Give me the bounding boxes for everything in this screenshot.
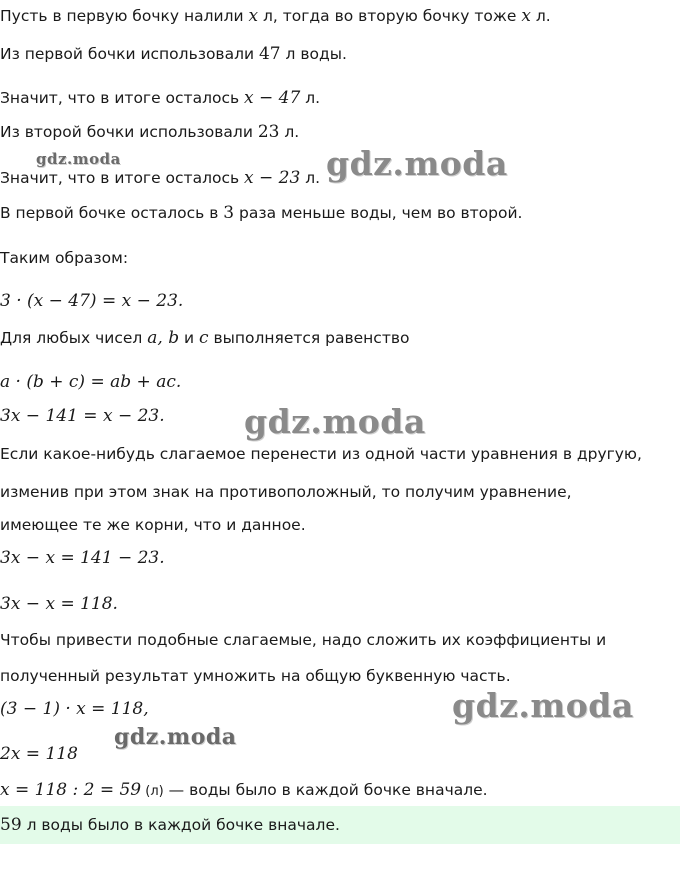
answer-line — [0, 813, 340, 837]
equation: a · (b + c) = ab + ac. — [0, 372, 182, 392]
text: л. — [300, 89, 321, 107]
line-4 — [0, 120, 299, 144]
line-15 — [0, 546, 165, 570]
equation: (3 − 1) · x = 118, — [0, 699, 149, 719]
text: раза меньше воды, чем во второй. — [234, 204, 523, 222]
equation: x = 118 : 2 = 59 — [0, 780, 142, 800]
text: л воды. — [280, 45, 347, 63]
text: Если какое-нибудь слагаемое перенести из одной части уравнения в другую, — [0, 445, 642, 463]
line-17 — [0, 628, 606, 652]
watermark-logo: gdz.moda — [114, 724, 237, 750]
line-13 — [0, 480, 572, 504]
text: Значит, что в итоге осталось — [0, 89, 245, 107]
watermark-logo: gdz.moda — [326, 144, 508, 183]
math-number: 59 — [0, 815, 22, 835]
math-number: 3 — [223, 203, 235, 223]
line-12 — [0, 442, 642, 466]
line-8 — [0, 289, 183, 313]
line-20 — [0, 742, 78, 766]
text: Чтобы привести подобные слагаемые, надо сложить их коэффициенты и — [0, 631, 607, 649]
text: л воды было в каждой бочке вначале. — [21, 816, 340, 834]
math-var: x — [248, 6, 259, 26]
answer-box — [0, 806, 680, 844]
watermark-logo: gdz.moda — [244, 402, 426, 441]
line-7 — [0, 246, 128, 270]
text: В первой бочке осталось в — [0, 204, 224, 222]
math-expression: x − 23 — [244, 168, 301, 188]
text: л, тогда во вторую бочку тоже — [258, 7, 522, 25]
text: выполняется равенство — [208, 329, 410, 347]
text: имеющее те же корни, что и данное. — [0, 516, 306, 534]
line-2 — [0, 42, 347, 66]
equation: 2x = 118 — [0, 744, 78, 764]
text: Значит, что в итоге осталось — [0, 169, 245, 187]
line-16 — [0, 592, 118, 616]
line-3 — [0, 86, 320, 110]
equation: 3x − 141 = x − 23. — [0, 406, 165, 426]
line-10 — [0, 370, 181, 394]
equation: 3x − x = 141 − 23. — [0, 548, 165, 568]
text: Пусть в первую бочку налили — [0, 7, 249, 25]
text: л. — [279, 123, 300, 141]
math-var: c — [199, 328, 209, 348]
watermark-logo: gdz.moda — [452, 686, 634, 725]
math-number: 47 — [258, 44, 281, 64]
equation: 3x − x = 118. — [0, 594, 118, 614]
line-1 — [0, 4, 551, 28]
text: Таким образом: — [0, 249, 129, 267]
line-14 — [0, 513, 306, 537]
unit: (л) — [141, 784, 164, 799]
line-19 — [0, 697, 149, 721]
watermark-logo: gdz.moda — [36, 150, 121, 168]
math-var: a, b — [147, 328, 180, 348]
line-18 — [0, 664, 511, 688]
text: полученный результат умножить на общую буквенную часть. — [0, 667, 511, 685]
text: — воды было в каждой бочке вначале. — [163, 781, 488, 799]
line-21 — [0, 778, 488, 804]
text: изменив при этом знак на противоположный, то получим уравнение, — [0, 483, 572, 501]
math-number: 23 — [257, 122, 280, 142]
line-6 — [0, 201, 522, 225]
line-9 — [0, 326, 409, 350]
math-expression: x − 47 — [244, 88, 301, 108]
text: Из первой бочки использовали — [0, 45, 259, 63]
text: Для любых чисел — [0, 329, 148, 347]
math-var: x — [521, 6, 531, 26]
text: л. — [530, 7, 551, 25]
line-11 — [0, 404, 165, 428]
equation: 3 · (x − 47) = x − 23. — [0, 291, 184, 311]
line-5 — [0, 166, 320, 190]
text: и — [179, 329, 200, 347]
text: л. — [300, 169, 321, 187]
text: Из второй бочки использовали — [0, 123, 258, 141]
